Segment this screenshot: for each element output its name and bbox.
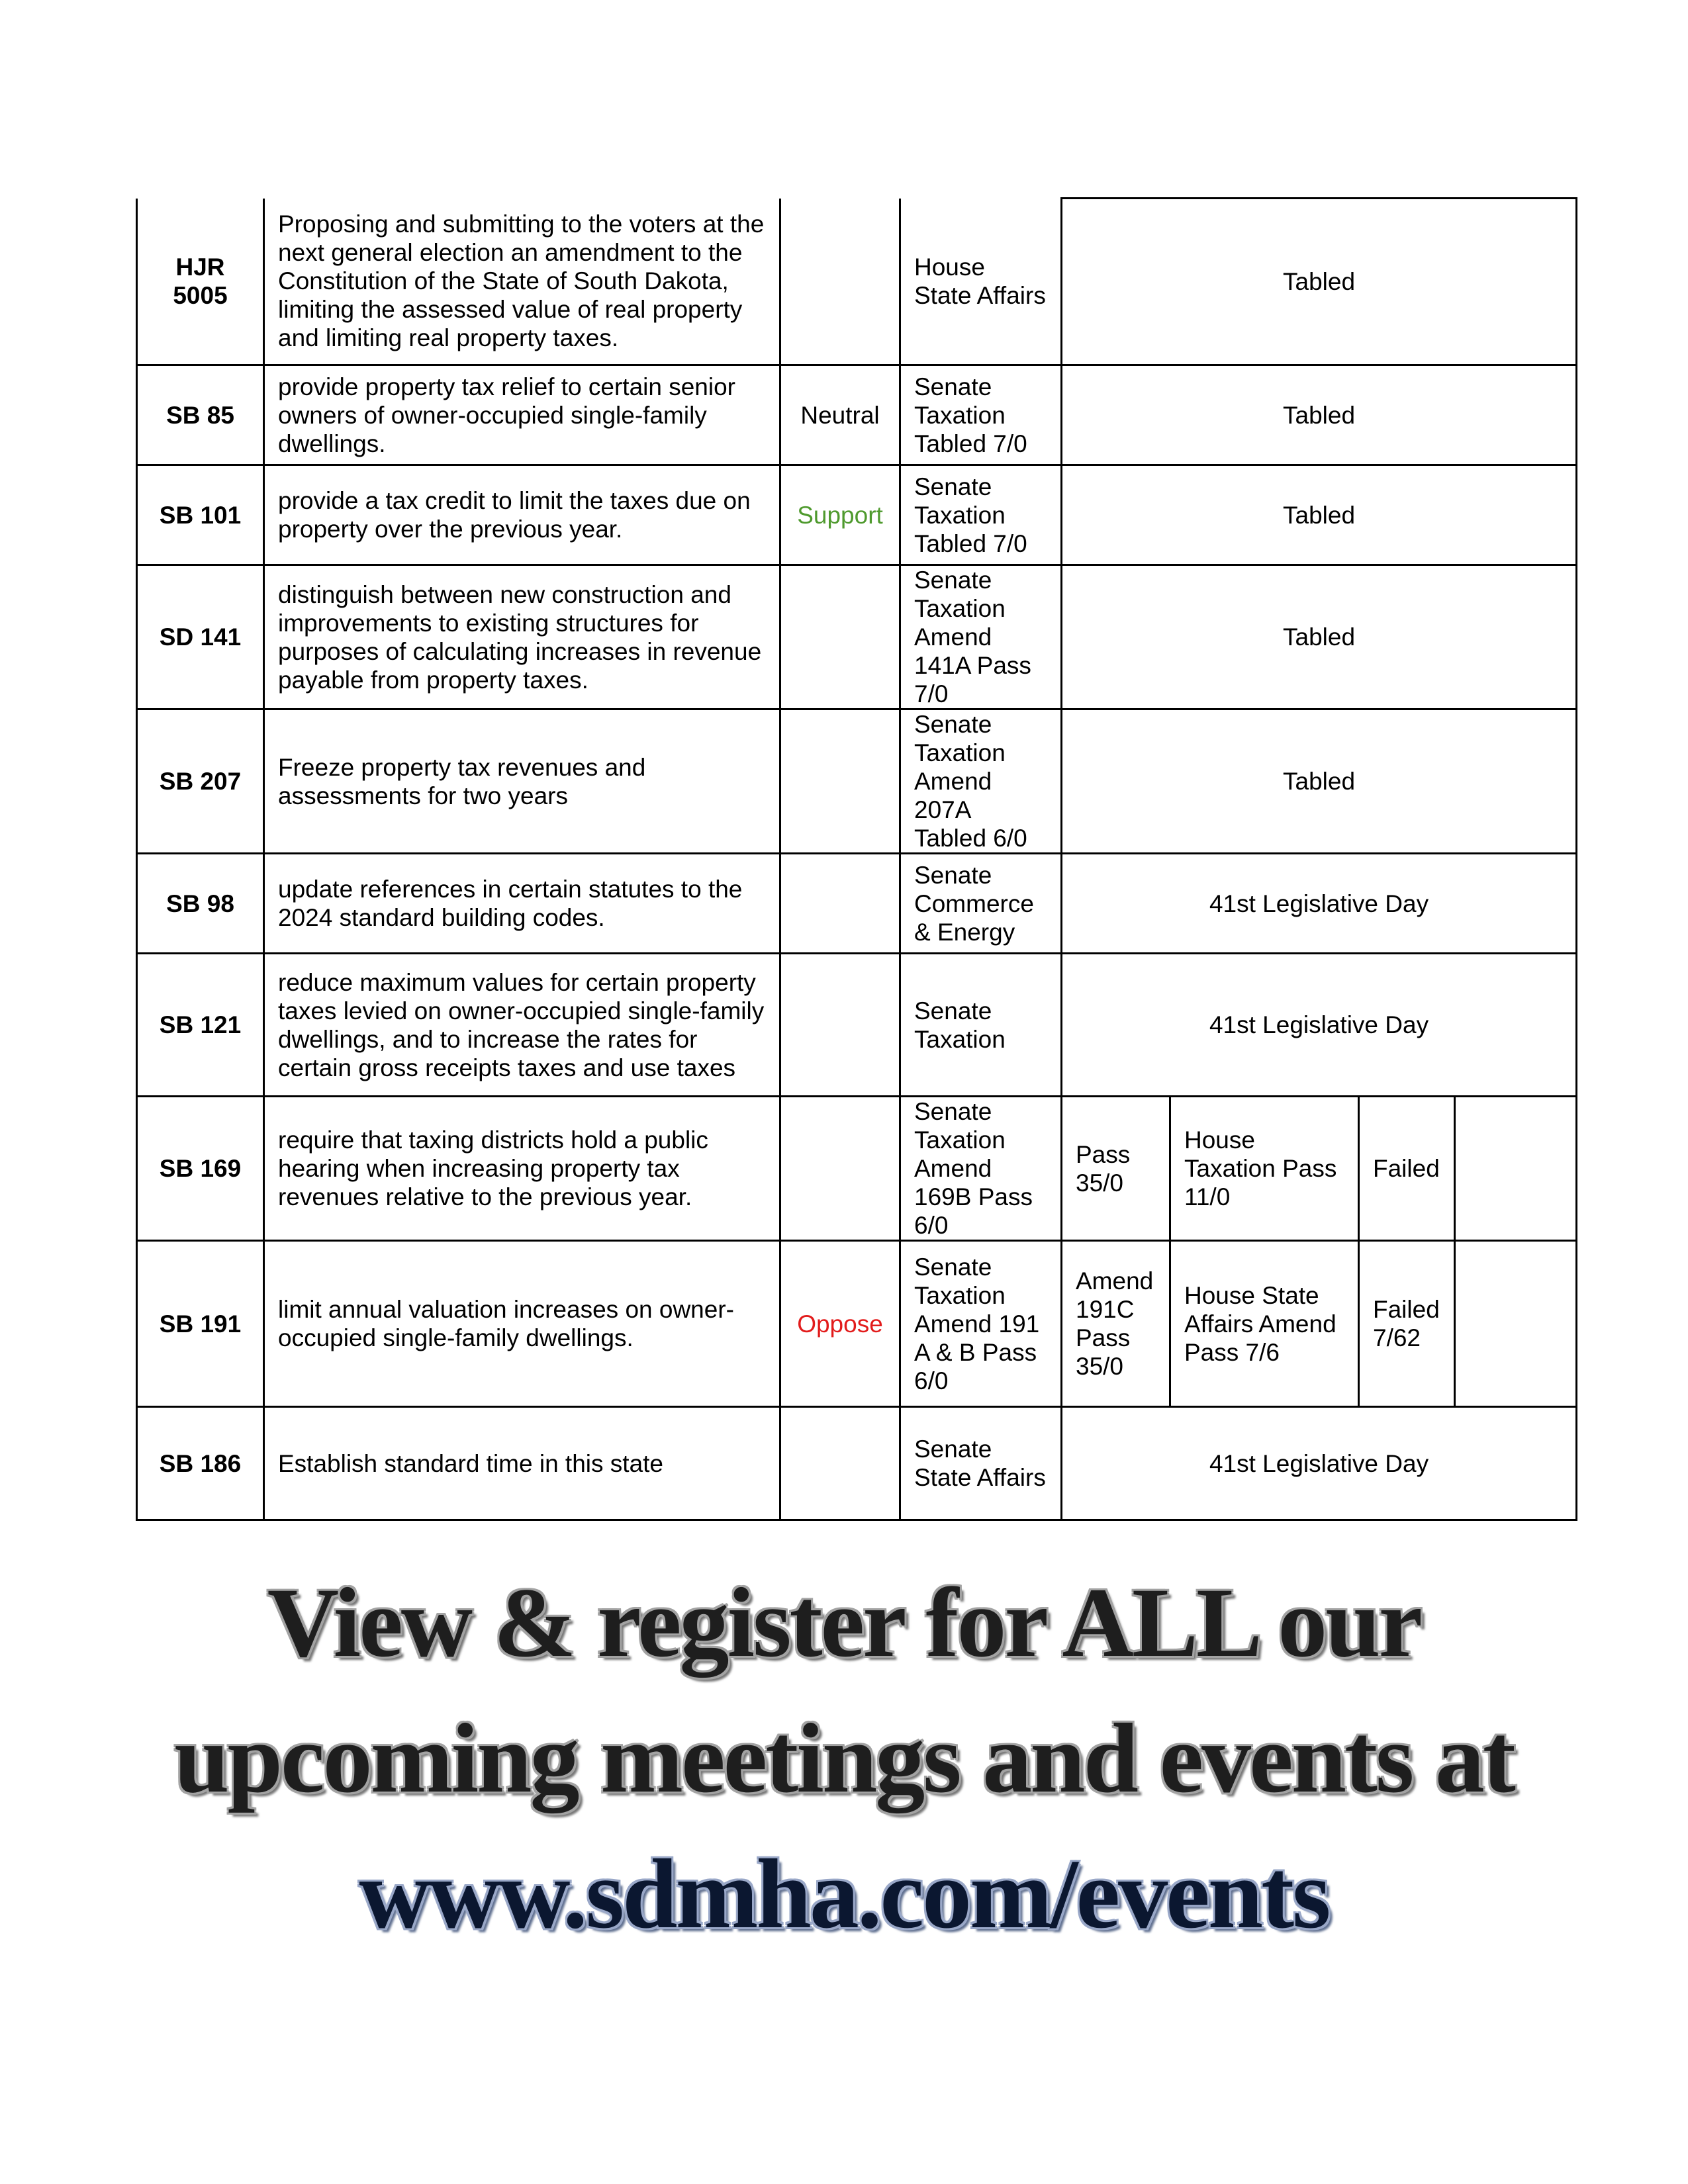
committee-action: Senate Taxation Amend 169B Pass 6/0 (900, 1097, 1062, 1241)
committee-action: House State Affairs (900, 199, 1062, 365)
bill-number: SB 101 (137, 465, 264, 565)
bill-description: reduce maximum values for certain property taxes levied on owner-occupied single-family dwellings, and to increase the rates for certain gross receipts taxes and use taxes (264, 954, 780, 1097)
senate-floor-vote: Pass 35/0 (1062, 1097, 1170, 1241)
table-row (137, 1097, 1577, 1241)
position (780, 1097, 900, 1241)
bill-status: 41st Legislative Day (1062, 1407, 1577, 1520)
position (780, 565, 900, 709)
bill-description: Establish standard time in this state (264, 1407, 780, 1520)
table-row (137, 854, 1577, 954)
bill-description: distinguish between new construction and improvements to existing structures for purposes of calculating increases in revenue payable from property taxes. (264, 565, 780, 709)
table-row (137, 465, 1577, 565)
bill-number: SB 186 (137, 1407, 264, 1520)
table-row (137, 954, 1577, 1097)
bill-status: 41st Legislative Day (1062, 854, 1577, 954)
position (780, 709, 900, 854)
position (780, 199, 900, 365)
bill-description: limit annual valuation increases on owner-occupied single-family dwellings. (264, 1241, 780, 1407)
committee-action: Senate Taxation Amend 141A Pass 7/0 (900, 565, 1062, 709)
events-promo (0, 1555, 1688, 1962)
bill-description: Proposing and submitting to the voters at the next general election an amendment to the Constitution of the State of South Dakota, limiting the assessed value of real property and limiting real property taxes. (264, 199, 780, 365)
table-row (137, 565, 1577, 709)
committee-action: Senate Taxation (900, 954, 1062, 1097)
table-row (137, 199, 1577, 365)
bill-status: Tabled (1062, 565, 1577, 709)
bill-number: SD 141 (137, 565, 264, 709)
bill-number: SB 121 (137, 954, 264, 1097)
house-floor-vote: Failed (1359, 1097, 1455, 1241)
position (780, 1407, 900, 1520)
bill-description: provide property tax relief to certain senior owners of owner-occupied single-family dwellings. (264, 365, 780, 465)
table-row (137, 1407, 1577, 1520)
bill-description: update references in certain statutes to the 2024 standard building codes. (264, 854, 780, 954)
committee-action: Senate Taxation Amend 207A Tabled 6/0 (900, 709, 1062, 854)
bill-description: provide a tax credit to limit the taxes due on property over the previous year. (264, 465, 780, 565)
committee-action: Senate Commerce & Energy (900, 854, 1062, 954)
bill-number: SB 98 (137, 854, 264, 954)
house-committee-action: House State Affairs Amend Pass 7/6 (1170, 1241, 1359, 1407)
table-row (137, 365, 1577, 465)
committee-action: Senate State Affairs (900, 1407, 1062, 1520)
bill-number: SB 85 (137, 365, 264, 465)
table-row (137, 1241, 1577, 1407)
position (780, 954, 900, 1097)
house-committee-action: House Taxation Pass 11/0 (1170, 1097, 1359, 1241)
committee-action: Senate Taxation Tabled 7/0 (900, 465, 1062, 565)
bill-number: HJR 5005 (137, 199, 264, 365)
events-url-link[interactable]: www.sdmha.com/events (359, 1839, 1329, 1949)
bill-number: SB 191 (137, 1241, 264, 1407)
position: Oppose (780, 1241, 900, 1407)
bill-status: Tabled (1062, 709, 1577, 854)
bill-status: Tabled (1062, 465, 1577, 565)
bill-status: 41st Legislative Day (1062, 954, 1577, 1097)
position: Neutral (780, 365, 900, 465)
empty-cell (1455, 1241, 1577, 1407)
bill-number: SB 207 (137, 709, 264, 854)
table-row (137, 709, 1577, 854)
committee-action: Senate Taxation Tabled 7/0 (900, 365, 1062, 465)
house-floor-vote: Failed 7/62 (1359, 1241, 1455, 1407)
empty-cell (1455, 1097, 1577, 1241)
legislation-table (136, 197, 1577, 1521)
position: Support (780, 465, 900, 565)
promo-line-2: upcoming meetings and events at (174, 1704, 1514, 1813)
bill-description: Freeze property tax revenues and assessments for two years (264, 709, 780, 854)
committee-action: Senate Taxation Amend 191 A & B Pass 6/0 (900, 1241, 1062, 1407)
senate-floor-vote: Amend 191C Pass 35/0 (1062, 1241, 1170, 1407)
bill-number: SB 169 (137, 1097, 264, 1241)
bill-description: require that taxing districts hold a public hearing when increasing property tax revenues relative to the previous year. (264, 1097, 780, 1241)
promo-line-1: View & register for ALL our (267, 1568, 1421, 1678)
position (780, 854, 900, 954)
bill-status: Tabled (1062, 199, 1577, 365)
bill-status: Tabled (1062, 365, 1577, 465)
